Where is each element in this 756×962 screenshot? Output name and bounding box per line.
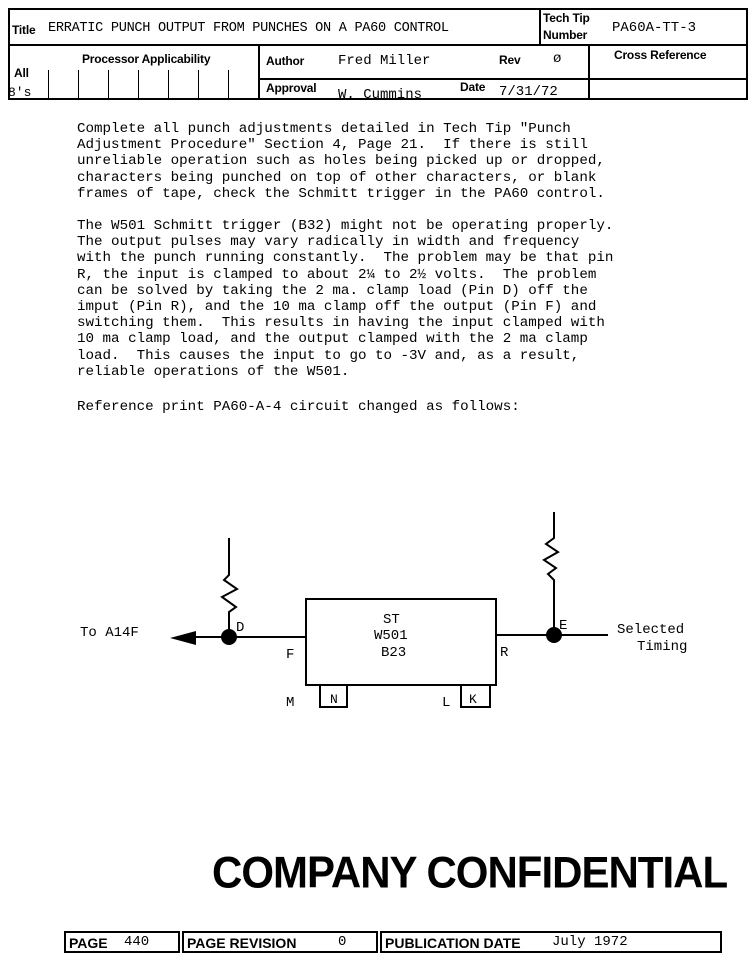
footer-revision-box xyxy=(182,931,378,953)
box-label-w501: W501 xyxy=(374,628,408,644)
approval-label: Approval xyxy=(266,81,317,95)
tech-tip-number: PA60A-TT-3 xyxy=(612,20,697,36)
pin-k-label: K xyxy=(469,692,477,707)
pin-n-label: N xyxy=(330,692,338,707)
page-label: PAGE xyxy=(69,935,108,951)
pin-e-label: E xyxy=(559,618,568,634)
to-a14f-label: To A14F xyxy=(80,625,139,641)
header-form xyxy=(8,8,748,103)
page-revision-label: PAGE REVISION xyxy=(187,935,297,951)
left-arrow-icon xyxy=(170,631,196,645)
pin-r-label: R xyxy=(500,645,509,661)
footer-publication-box xyxy=(380,931,722,953)
timing-label: Timing xyxy=(637,639,688,655)
pin-f-label: F xyxy=(286,647,295,663)
all-label: All xyxy=(14,66,29,80)
footer-page-box xyxy=(64,931,180,953)
author-label: Author xyxy=(266,54,305,68)
processor-applicability-label: Processor Applicability xyxy=(82,52,211,66)
pin-l-label: L xyxy=(442,695,451,711)
junction-d xyxy=(221,629,237,645)
right-resistor xyxy=(544,512,558,636)
circuit-diagram xyxy=(0,500,756,720)
date-label: Date xyxy=(460,80,486,94)
box-label-st: ST xyxy=(383,612,400,628)
publication-date-value: July 1972 xyxy=(552,934,628,950)
tech-tip-number-label: Number xyxy=(543,28,588,42)
page-number: 440 xyxy=(124,934,150,950)
document-title: ERRATIC PUNCH OUTPUT FROM PUNCHES ON A PA60 CONTROL xyxy=(48,21,449,36)
title-label: Title xyxy=(12,23,36,37)
tech-tip-label: Tech Tip xyxy=(543,11,590,25)
date-value: 7/31/72 xyxy=(499,84,558,100)
paragraph-2: The W501 Schmitt trigger (B32) might not be operating properly. The output pulses may vary radically in width and frequency with the punch running constantly. The problem may be that pin R, the input is clamped to about 2¼ to 2½ volts. The problem can be solved by taking the 2 ma. clamp load (Pin D) off the imput (Pin R), and the 10 ma clamp off the output (Pin F) and switching them. This results in having the input clamped with 10 ma clamp load, and the output clamped with the 2 ma clamp load. This causes the input to go to -3V and, as a result, reliable operations of the W501. xyxy=(77,218,614,380)
publication-date-label: PUBLICATION DATE xyxy=(385,935,521,951)
rev-label: Rev xyxy=(499,53,521,67)
rev-value: ø xyxy=(553,51,562,67)
left-resistor xyxy=(222,538,237,636)
all-value: 8's xyxy=(8,85,32,100)
paragraph-3: Reference print PA60-A-4 circuit changed as follows: xyxy=(77,399,520,415)
pin-m-label: M xyxy=(286,695,295,711)
cross-reference-label: Cross Reference xyxy=(614,48,707,62)
pin-d-label: D xyxy=(236,620,245,636)
author-value: Fred Miller xyxy=(338,53,431,69)
page-revision-value: 0 xyxy=(338,934,347,950)
company-confidential-stamp: COMPANY CONFIDENTIAL xyxy=(212,847,728,898)
box-label-b23: B23 xyxy=(381,645,407,661)
paragraph-1: Complete all punch adjustments detailed in Tech Tip "Punch Adjustment Procedure" Section 4, Page 21. If there is still unreliable operation such as holes being picked up or dropped, characters being punched on top of other characters, or blank frames of tape, check the Schmitt trigger in the PA60 control. xyxy=(77,121,605,202)
approval-value: W. Cummins xyxy=(338,87,423,103)
selected-label: Selected xyxy=(617,622,685,638)
